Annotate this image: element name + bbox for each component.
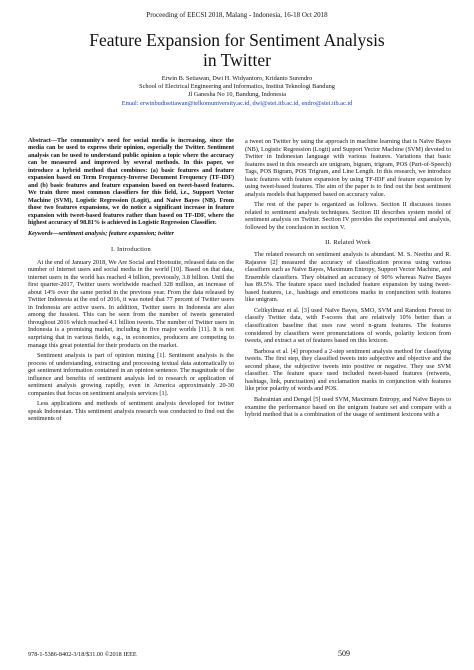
- affiliation: School of Electrical Engineering and Informatics, Institut Teknologi Bandung: [139, 83, 335, 91]
- abstract: Abstract—The community's need for social media is increasing, since the media can be used to express their opinion, especially the Twitter. Sentiment analysis can be used to understand public opinion a topic where the accuracy can be measured and improved by several methods. In this paper, we introduce a hybrid method that combines: (a) basic features and feature expansion based on Term Frequency-Inverse Document Frequency (TF-IDF) and (b) basic features and feature expansion based on tweet-based features. We train three most common classifiers for this field, i.e., Support Vector Machine (SVM), Logistic Regression (Logit), and Naive Bayes (NB). From those two features expansions, we do notice a significant increase in feature expansion with tweet-based features rather than based on TF-IDF, where the highest accuracy of 98.81% is achieved in Logistic Regression Classifier.: [28, 138, 234, 226]
- intro-paragraph-4: a tweet on Twitter by using the approach in machine learning that is Naïve Bayes (NB), Logistic Regression (Logit) and Support Vector Machine (SVM) devoted to Twitter in Indonesian language with various features. Variations that basic features used in this research are unigram, bigram, trigram, POS (Part-of-Speech) Tags, POS Bigram, POS Trigram, and Line Length. In this research, we introduce basic features with feature expansion by using TF-IDF and feature expansion by using tweet-based features. The aim of the paper is to find out the best sentiment analysis models that happened based on accuracy value.: [245, 138, 451, 198]
- email-value[interactable]: erwinbudisetiawan@telkomuniversity.ac.id, dwi@stei.itb.ac.id, endro@stei.itb.ac.id: [140, 99, 353, 107]
- related-paragraph-4: Bahrainian and Dengel [5] used SVM, Maximum Entropy, and Naïve Bayes to examine the performance based on the unigram feature set and compare with a hybrid method that is a combination of the usage of sentiment lexicons with a: [245, 395, 451, 419]
- section-title-related-work: II. Related Work: [325, 238, 371, 246]
- address: Jl Ganesha No 10, Bandung, Indonesia: [187, 91, 287, 99]
- email-line: [0, 100, 474, 108]
- copyright-footer: 978-1-5386-8402-3/18/$31.00 ©2018 IEEE: [28, 651, 137, 658]
- related-paragraph-2: Celikyilmaz et al. [3] used Naïve Bayes, SMO, SVM and Random Forest to classify Twitter data, with F-scores that are relatively 10% better than a classification baseline that uses raw word n-gram features. The features considered by classifiers were pronunciations of words, polarity lexicon from tweets, and extract a set of features based on this lexicon.: [245, 306, 451, 345]
- author-names: Erwin B. Setiawan, Dwi H. Widyantoro, Kridanto Surendro: [161, 75, 313, 82]
- related-paragraph-3: Barbosa et al. [4] proposed a 2-step sentiment analysis method for classifying tweets. The first step, they classified tweets into subjective and objective and the second phase, the subjective tweets into positive or negative. They use SVM classifier. The feature space used included tweet-based features (retweets, hashtags, link, punctuation) and exclamation marks in conjunction with features like prior polarity of words and POS.: [245, 347, 451, 393]
- page-number: 509: [338, 649, 350, 658]
- title-line-1: Feature Expansion for Sentiment Analysis: [89, 30, 385, 50]
- paper-title: [0, 30, 474, 70]
- proceeding-header: Proceeding of EECSI 2018, Malang - Indonesia, 16-18 Oct 2018: [146, 11, 328, 19]
- related-paragraph-1: The related research on sentiment analysis is abundant. M. S. Neethu and R. Rajasree [2] measured the accuracy of classification process using various classifiers such as Naïve Bayes, Maximum Entropy, Support Vector Machine, and Ensemble classifiers. They obtained an accuracy of 90% whereas Naïve Bayes has 89.5%. The feature space used included feature expansion by using tweet-based features, i.e., hashtags and emoticons marks in conjunction with features like unigram.: [245, 251, 451, 304]
- section-title-introduction: I. Introduction: [111, 245, 151, 253]
- intro-paragraph-1: At the end of January 2018, We Are Social and Hootsuite, released data on the number of Internet users and social media in the world [10]. Based on that data, internet users in the world has reached 4 billion, previously, 3.8 billion. Until the first quarter-2017, Twitter users worldwide reached 328 million, an increase of about 14% over the same period in the previous year. From the data released by Twitter Indonesia at the end of 2016, it was noted that 77 percent of Twitter users in Indonesia are active users. In addition, Twitter users in Indonesia are also among the fussiest. This can be seen from the number of tweets generated throughout 2016 which reached 4.1 billion tweets. The number of Twitter users in Indonesia is a promising market, including in five major worlds [11]. It is not surprising that in various fields, e.g., in economics, producers are competing to manage this great potential for their products on the market.: [28, 258, 234, 349]
- email-label: Email:: [121, 99, 139, 107]
- right-column: [245, 138, 451, 422]
- title-line-2: in Twitter: [203, 50, 271, 70]
- intro-paragraph-3: Less applications and methods of sentiment analysis developed for twitter speak Indonesian. This sentiment analysis research was conducted to find out the sentiments of: [28, 400, 234, 423]
- intro-paragraph-5: The rest of the paper is organized as follows. Section II discusses issues related to sentiment analysis techniques. Section III describes system model of sentiment analysis on Twitter. Section IV provides the experimental and analysis, followed by the conclusion in section V.: [245, 201, 451, 232]
- intro-paragraph-2: Sentiment analysis is part of opinion mining [1]. Sentiment analysis is the process of understanding, extracting and processing textual data automatically to get sentiment information contained in an opinion sentence. The magnitude of the influence and benefits of sentiment analysis led to research or application of sentiment analysis growing rapidly, even in America approximately 20-30 companies that focus on sentiment analysis services [1].: [28, 352, 234, 397]
- author-block: [0, 75, 474, 108]
- left-column: [28, 138, 234, 426]
- keywords: Keywords—sentiment analysis; feature expansion; twitter: [28, 231, 175, 238]
